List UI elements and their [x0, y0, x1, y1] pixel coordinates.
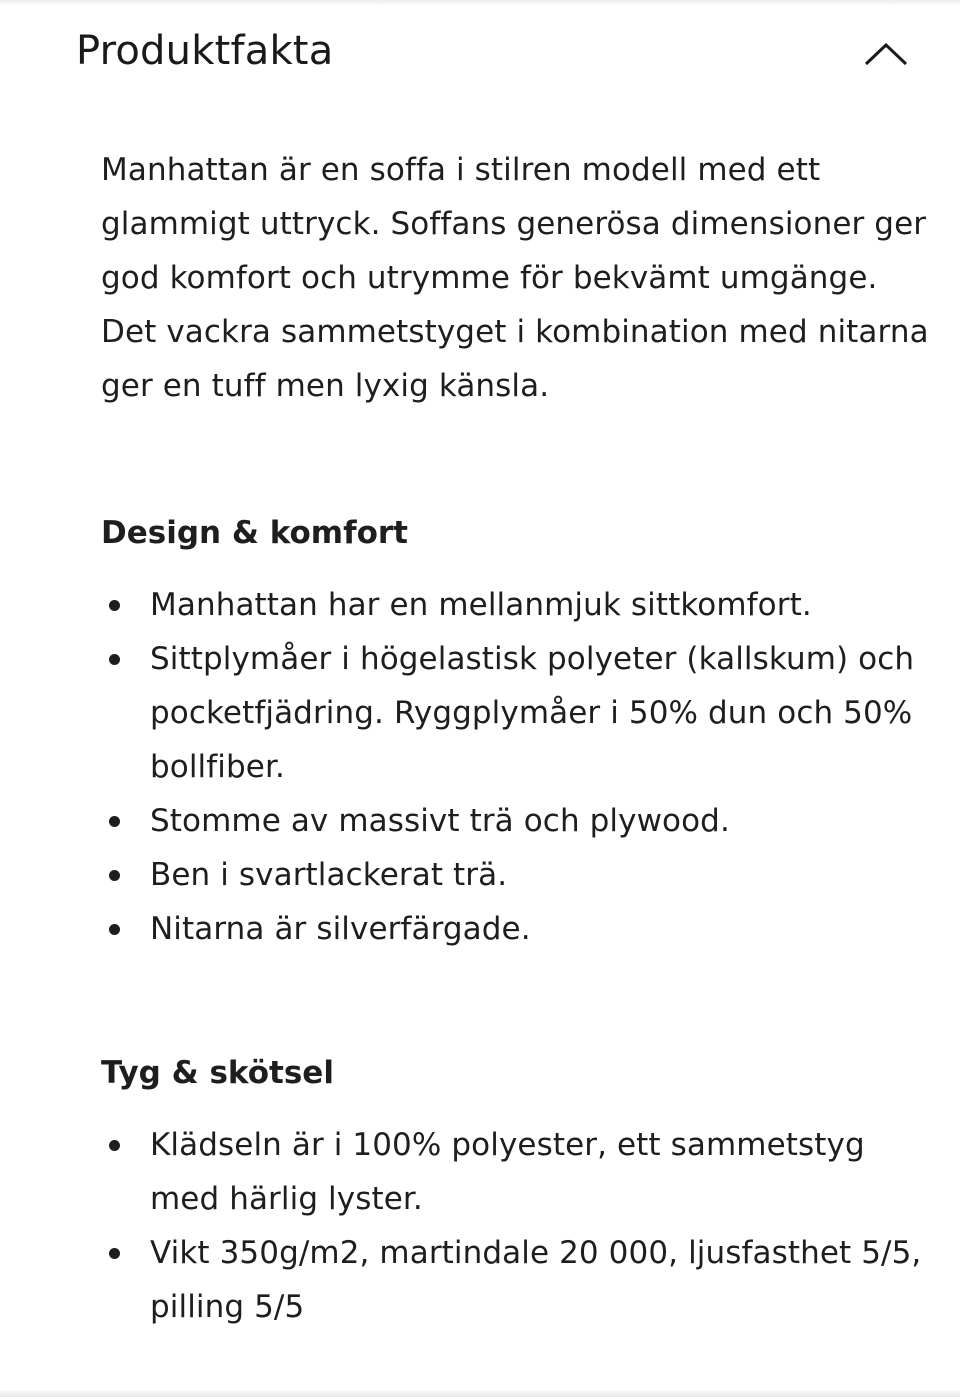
section-heading-fabric: Tyg & skötsel	[101, 1055, 334, 1091]
section-heading-design: Design & komfort	[101, 515, 408, 551]
list-item: Stomme av massivt trä och plywood.	[101, 794, 931, 848]
list-item: Sittplymåer i högelastisk polyeter (kallskum) och pocketfjädring. Ryggplymåer i 50% dun och 50% bollfiber.	[101, 632, 931, 794]
fabric-care-list	[101, 1118, 931, 1334]
chevron-up-icon[interactable]	[862, 40, 910, 70]
list-item: Nitarna är silverfärgade.	[101, 902, 931, 956]
produktfakta-accordion-toggle[interactable]	[0, 0, 960, 110]
bottom-edge-shadow	[0, 1389, 960, 1397]
accordion-content	[101, 143, 931, 1334]
list-item: Manhattan har en mellanmjuk sittkomfort.	[101, 578, 931, 632]
list-item: Vikt 350g/m2, martindale 20 000, ljusfasthet 5/5, pilling 5/5	[101, 1226, 931, 1334]
accordion-title: Produktfakta	[76, 28, 334, 74]
design-feature-list	[101, 578, 931, 956]
product-description: Manhattan är en soffa i stilren modell med ett glammigt uttryck. Soffans generösa dimensioner ger god komfort och utrymme för bekvämt umgänge. Det vackra sammetstyget i kombination med nitarna ger en tuff men lyxig känsla.	[101, 152, 929, 404]
list-item: Klädseln är i 100% polyester, ett sammetstyg med härlig lyster.	[101, 1118, 931, 1226]
list-item: Ben i svartlackerat trä.	[101, 848, 931, 902]
